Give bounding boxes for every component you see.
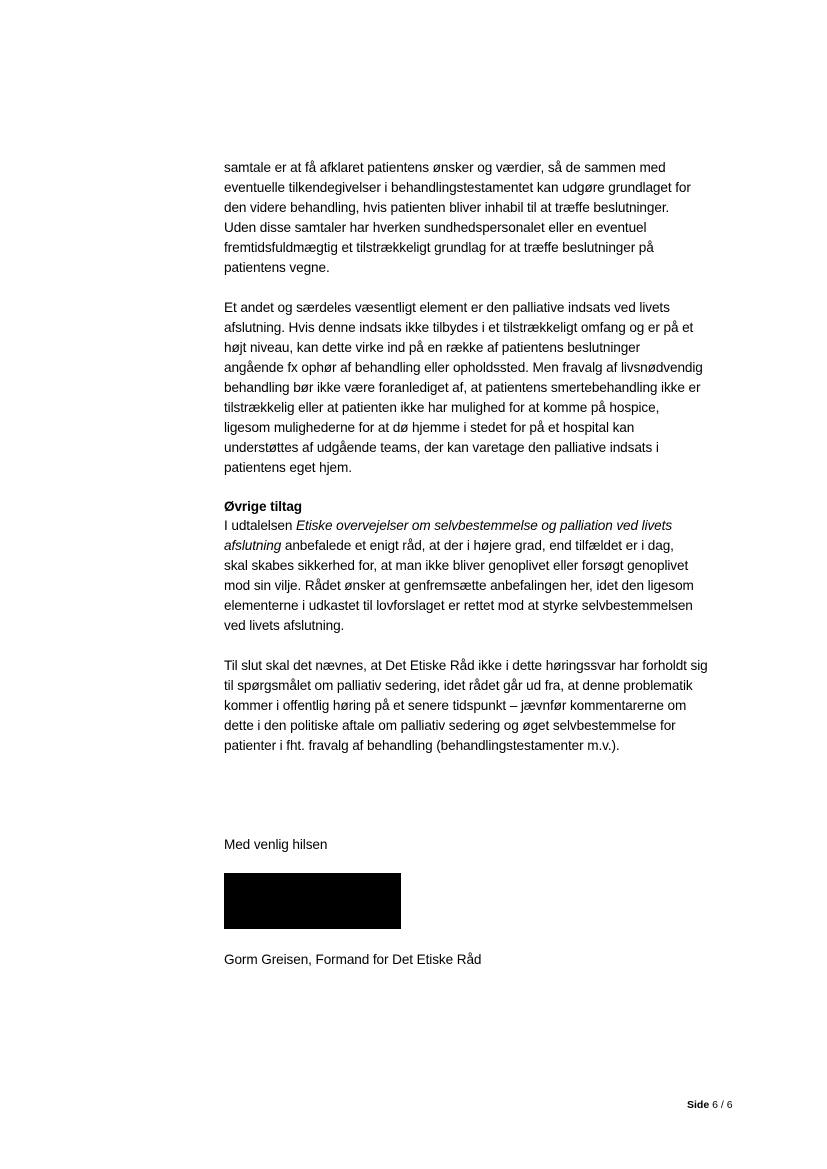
text-line: ligesom mulighederne for at dø hjemme i stedet for på et hospital kan xyxy=(224,420,635,435)
section-heading: Øvrige tiltag xyxy=(224,499,303,514)
text-line: til spørgsmålet om palliativ sedering, idet rådet går ud fra, at denne problematik xyxy=(224,678,693,693)
text-line: Til slut skal det nævnes, at Det Etiske Råd ikke i dette høringssvar har forholdt sig xyxy=(224,658,708,673)
text-line: Uden disse samtaler har hverken sundhedspersonalet eller en eventuel xyxy=(224,220,647,235)
publication-title: afslutning xyxy=(224,538,282,553)
text-line: den videre behandling, hvis patienten bliver inhabil til at træffe beslutninger. xyxy=(224,200,670,215)
signatory-name: Gorm Greisen, Formand for Det Etiske Råd xyxy=(224,952,482,967)
text-line: Et andet og særdeles væsentligt element er den palliative indsats ved livets xyxy=(224,300,670,315)
text-line: fremtidsfuldmægtig et tilstrækkeligt grundlag for at træffe beslutninger på xyxy=(224,240,654,255)
text-line: skal skabes sikkerhed for, at man ikke bliver genoplivet eller forsøgt genoplivet xyxy=(224,558,689,573)
text-line: elementerne i udkastet til lovforslaget er rettet mod at styrke selvbestemmelsen xyxy=(224,598,693,613)
text-span: I udtalelsen xyxy=(224,518,297,533)
publication-title: Etiske overvejelser om selvbestemmelse og palliation ved livets xyxy=(296,518,673,533)
text-line xyxy=(224,516,672,536)
text-line xyxy=(224,536,674,556)
text-line: patienter i fht. fravalg af behandling (behandlingstestamenter m.v.). xyxy=(224,738,620,753)
page-label: Side xyxy=(687,1099,710,1111)
page-number xyxy=(687,1098,733,1112)
text-line: afslutning. Hvis denne indsats ikke tilbydes i et tilstrækkeligt omfang og er på et xyxy=(224,320,694,335)
text-line: understøttes af udgående teams, der kan varetage den palliative indsats i xyxy=(224,440,659,455)
text-span: anbefalede et enigt råd, at der i højere grad, end tilfældet er i dag, xyxy=(281,538,674,553)
text-line: angående fx ophør af behandling eller opholdssted. Men fravalg af livsnødvendig xyxy=(224,360,703,375)
text-line: samtale er at få afklaret patientens ønsker og værdier, så de sammen med xyxy=(224,160,666,175)
text-line: behandling bør ikke være foranlediget af, at patientens smertebehandling ikke er xyxy=(224,380,701,395)
text-line: dette i den politiske aftale om palliativ sedering og øget selvbestemmelse for xyxy=(224,718,676,733)
text-line: eventuelle tilkendegivelser i behandlingstestamentet kan udgøre grundlaget for xyxy=(224,180,691,195)
text-line: kommer i offentlig høring på et senere tidspunkt – jævnfør kommentarerne om xyxy=(224,698,687,713)
closing-salutation: Med venlig hilsen xyxy=(224,837,328,852)
text-line: mod sin vilje. Rådet ønsker at genfremsætte anbefalingen her, idet den ligesom xyxy=(224,578,694,593)
page-count: 6 / 6 xyxy=(712,1099,733,1111)
text-line: tilstrækkelig eller at patienten ikke har mulighed for at komme på hospice, xyxy=(224,400,660,415)
text-line: patientens eget hjem. xyxy=(224,460,352,475)
text-line: højt niveau, kan dette virke ind på en række af patientens beslutninger xyxy=(224,340,641,355)
text-line: ved livets afslutning. xyxy=(224,618,345,633)
text-line: patientens vegne. xyxy=(224,260,330,275)
redacted-signature xyxy=(224,873,401,929)
